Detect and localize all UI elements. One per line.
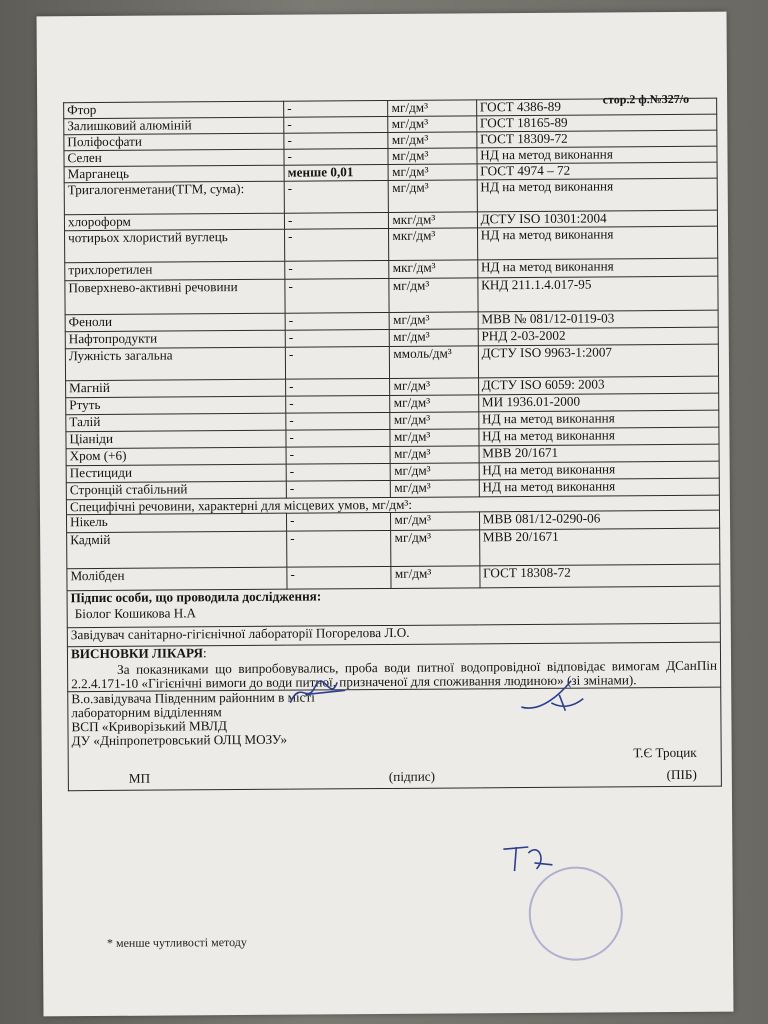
parameter-name: Ціаніди: [66, 430, 286, 449]
footer-row: [68, 687, 722, 791]
result-value: -: [286, 378, 391, 396]
name-caption: (ПІБ): [666, 766, 697, 783]
result-value: -: [285, 278, 390, 313]
unit-cell: мг/дм³: [390, 446, 478, 464]
researcher-name: Біолог Кошикова Н.А: [74, 605, 197, 622]
result-value: -: [285, 228, 390, 261]
footer-line-4: ДУ «Дніпропетровський ОЛЦ МОЗУ»: [71, 731, 288, 749]
unit-cell: мг/дм³: [390, 429, 478, 447]
result-value: -: [284, 148, 389, 165]
method-cell: РНД 2-03-2002: [478, 327, 718, 346]
parameter-name: хлороформ: [64, 213, 284, 231]
result-value: -: [285, 346, 390, 379]
head-fio: Т.Є Троцик: [633, 744, 697, 761]
stamp-seal: [528, 866, 623, 961]
method-cell: НД на метод виконання: [478, 410, 718, 429]
parameter-name: Фтор: [64, 101, 284, 119]
unit-cell: мг/дм³: [391, 512, 479, 531]
footer-line-2: лабораторним відділенням: [71, 704, 222, 721]
footer-line-1: В.о.завідувача Південним районним в місті: [71, 689, 315, 707]
parameter-name: трихлоретилен: [65, 261, 285, 281]
parameter-name: Залишковий алюміній: [64, 117, 284, 135]
method-cell: НД на метод виконання: [479, 427, 719, 446]
result-value: -: [285, 260, 390, 279]
parameter-name: Талій: [66, 413, 286, 432]
unit-cell: мг/дм³: [391, 530, 479, 567]
table-row: [65, 226, 718, 263]
parameter-name: Поліфосфати: [64, 133, 284, 151]
researcher-signature-icon: [285, 674, 355, 710]
method-cell: ДСТУ ISO 10301:2004: [477, 210, 717, 228]
unit-cell: ммоль/дм³: [390, 346, 478, 379]
parameter-name: Нафтопродукти: [65, 330, 285, 349]
signature-section: [67, 586, 721, 791]
unit-cell: мг/дм³: [388, 132, 476, 149]
stamp-place: МП: [128, 770, 151, 786]
method-cell: МВВ 20/1671: [479, 528, 720, 566]
head-signature-icon: [498, 839, 558, 879]
method-cell: НД на метод виконання: [479, 461, 719, 480]
conclusion-title: ВИСНОВКИ ЛІКАРЯ: [70, 645, 204, 662]
unit-cell: мкг/дм³: [389, 212, 477, 229]
method-cell: ГОСТ 4974 – 72: [477, 162, 717, 180]
unit-cell: мг/дм³: [391, 463, 479, 481]
result-value: менше 0,01: [284, 164, 389, 181]
result-value: -: [284, 132, 389, 149]
parameter-name: Селен: [64, 149, 284, 167]
method-cell: ДСТУ ISO 9963-1:2007: [478, 344, 719, 378]
parameter-name: Феноли: [65, 313, 285, 332]
lab-head: Завідувач санітарно-гігієнічної лабораторії Погорелова Л.О.: [67, 623, 720, 647]
parameter-name: чотирьох хлористий вуглець: [65, 229, 285, 263]
unit-cell: мг/дм³: [391, 566, 479, 589]
method-cell: ДСТУ ISO 6059: 2003: [478, 376, 718, 395]
unit-cell: мг/дм³: [390, 329, 478, 347]
method-cell: ГОСТ 18308-72: [480, 564, 720, 588]
conclusion-row: [67, 642, 720, 692]
method-cell: НД на метод виконання: [477, 178, 718, 212]
document-page: [37, 12, 734, 1017]
table-row: [65, 344, 718, 381]
method-cell: НД на метод виконання: [477, 146, 717, 164]
parameter-name: Молібден: [67, 567, 287, 591]
result-value: -: [285, 329, 390, 347]
method-cell: МИ 1936.01-2000: [478, 393, 718, 412]
signature-label: Підпис особи, що проводила дослідження:: [70, 588, 322, 606]
result-value: -: [284, 212, 389, 229]
parameter-name: Тригалогенметани(ТГМ, сума):: [64, 181, 284, 215]
unit-cell: мкг/дм³: [389, 228, 477, 261]
unit-cell: мг/дм³: [389, 164, 477, 181]
parameter-name: Кадмій: [67, 531, 287, 569]
parameter-name: Поверхнево-активні речовини: [65, 279, 285, 315]
result-value: -: [287, 566, 392, 589]
conclusion-text: За показниками що випробовувались, проба води питної водопровідної відповідає вимогам ДСанПін 2.2.4.171-10 «Гігієнічні вимоги до води питної, призначеної для споживання людиною» (зі змінами).: [71, 657, 718, 692]
results-table: [63, 98, 722, 792]
page-reference: стор.2 ф.№327/о: [602, 91, 690, 107]
footnote: * менше чутливості методу: [106, 934, 247, 950]
specific-rows: [66, 510, 720, 591]
unit-cell: мг/дм³: [391, 480, 479, 498]
parameter-name: Стронцій стабільний: [66, 481, 286, 500]
unit-cell: мг/дм³: [388, 100, 476, 117]
parameter-name: Нікель: [66, 513, 286, 533]
unit-cell: мг/дм³: [390, 412, 478, 430]
unit-cell: мг/дм³: [390, 395, 478, 413]
table-row: [65, 276, 718, 315]
parameter-name: Хром (+6): [66, 447, 286, 466]
unit-cell: мг/дм³: [390, 312, 478, 330]
result-value: -: [287, 512, 392, 531]
result-value: -: [286, 412, 391, 430]
result-value: -: [287, 530, 392, 567]
unit-cell: мг/дм³: [389, 180, 477, 213]
conclusion-colon: :: [202, 645, 207, 661]
specific-header: Специфічні речовини, характерні для місцевих умов, мг/дм³:: [66, 495, 719, 515]
result-value: -: [286, 480, 391, 498]
lab-head-signature-icon: [511, 673, 591, 718]
signature-caption: (підпис): [388, 768, 436, 784]
result-value: -: [286, 395, 391, 413]
unit-cell: мкг/дм³: [389, 260, 477, 279]
parameter-name: Марганець: [64, 165, 284, 183]
footer-line-3: ВСП «Криворізький МВЛД: [71, 718, 227, 735]
method-cell: ГОСТ 18165-89: [476, 114, 716, 132]
parameter-name: Магній: [66, 379, 286, 398]
method-cell: НД на метод виконання: [477, 226, 718, 260]
table-row: [64, 178, 717, 215]
unit-cell: мг/дм³: [388, 148, 476, 165]
method-cell: МВВ 20/1671: [479, 444, 719, 463]
method-cell: НД на метод виконання: [477, 258, 717, 278]
result-value: -: [286, 463, 391, 481]
method-cell: ГОСТ 18309-72: [477, 130, 717, 148]
unit-cell: мг/дм³: [389, 278, 477, 313]
researcher-signature-row: [67, 586, 720, 628]
unit-cell: мг/дм³: [388, 116, 476, 133]
results-rows: [64, 98, 720, 500]
table-row: [67, 528, 720, 569]
method-cell: НД на метод виконання: [479, 478, 719, 497]
method-cell: ГОСТ 4386-89: [476, 98, 716, 116]
parameter-name: Пестициди: [66, 464, 286, 483]
result-value: -: [284, 116, 389, 133]
unit-cell: мг/дм³: [390, 378, 478, 396]
parameter-name: Ртуть: [66, 396, 286, 415]
result-value: -: [286, 446, 391, 464]
result-value: -: [285, 312, 390, 330]
result-value: -: [284, 100, 389, 117]
result-value: -: [284, 180, 389, 213]
method-cell: МВВ № 081/12-0119-03: [478, 310, 718, 329]
result-value: -: [286, 429, 391, 447]
parameter-name: Лужність загальна: [65, 347, 285, 381]
method-cell: КНД 211.1.4.017-95: [478, 276, 719, 312]
method-cell: МВВ 081/12-0290-06: [479, 510, 719, 530]
